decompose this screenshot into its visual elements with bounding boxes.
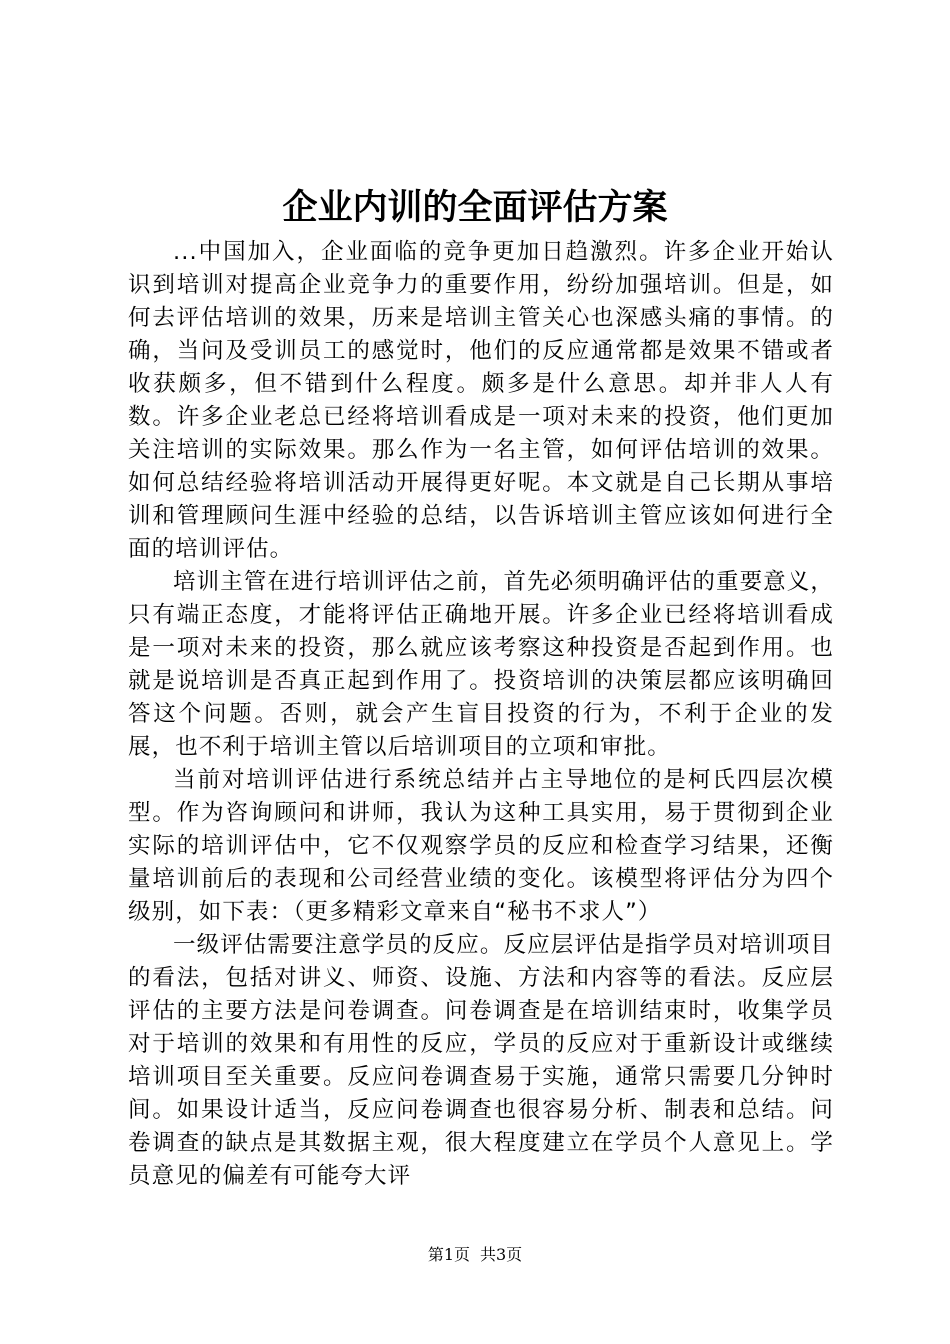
- document-title: 企业内训的全面评估方案: [282, 187, 668, 228]
- paragraph-3: 当前对培训评估进行系统总结并占主导地位的是柯氏四层次模型。作为咨询顾问和讲师，我认为这种工具实用，易于贯彻到企业实际的培训评估中，它不仅观察学员的反应和检查学习结果，还衡量培训前后的表现和公司经营业绩的变化。该模型将评估分为四个级别，如下表：（更多精彩文章来自“秘书不求人”）: [128, 767, 834, 925]
- paragraph-4: 一级评估需要注意学员的反应。反应层评估是指学员对培训项目的看法，包括对讲义、师资、设施、方法和内容等的看法。反应层评估的主要方法是问卷调查。问卷调查是在培训结束时，收集学员对于培训的效果和有用性的反应，学员的反应对于重新设计或继续培训项目至关重要。反应问卷调查易于实施，通常只需要几分钟时间。如果设计适当，反应问卷调查也很容易分析、制表和总结。问卷调查的缺点是其数据主观，很大程度建立在学员个人意见上。学员意见的偏差有可能夸大评: [128, 932, 834, 1189]
- page-total: 共3页: [480, 1245, 523, 1264]
- document-body: [128, 236, 834, 1193]
- page-footer: [0, 1244, 950, 1266]
- paragraph-2: 培训主管在进行培训评估之前，首先必须明确评估的重要意义，只有端正态度，才能将评估正确地开展。许多企业已经将培训看成是一项对未来的投资，那么就应该考察这种投资是否起到作用。也就是说培训是否真正起到作用了。投资培训的决策层都应该明确回答这个问题。否则，就会产生盲目投资的行为，不利于企业的发展，也不利于培训主管以后培训项目的立项和审批。: [128, 569, 834, 760]
- page-number: 第1页: [427, 1245, 470, 1264]
- paragraph-1: ...中国加入，企业面临的竞争更加日趋激烈。许多企业开始认识到培训对提高企业竞争力的重要作用，纷纷加强培训。但是，如何去评估培训的效果，历来是培训主管关心也深感头痛的事情。的确，当问及受训员工的感觉时，他们的反应通常都是效果不错或者收获颇多，但不错到什么程度。颇多是什么意思。却并非人人有数。许多企业老总已经将培训看成是一项对未来的投资，他们更加关注培训的实际效果。那么作为一名主管，如何评估培训的效果。如何总结经验将培训活动开展得更好呢。本文就是自己长期从事培训和管理顾问生涯中经验的总结，以告诉培训主管应该如何进行全面的培训评估。: [128, 239, 834, 562]
